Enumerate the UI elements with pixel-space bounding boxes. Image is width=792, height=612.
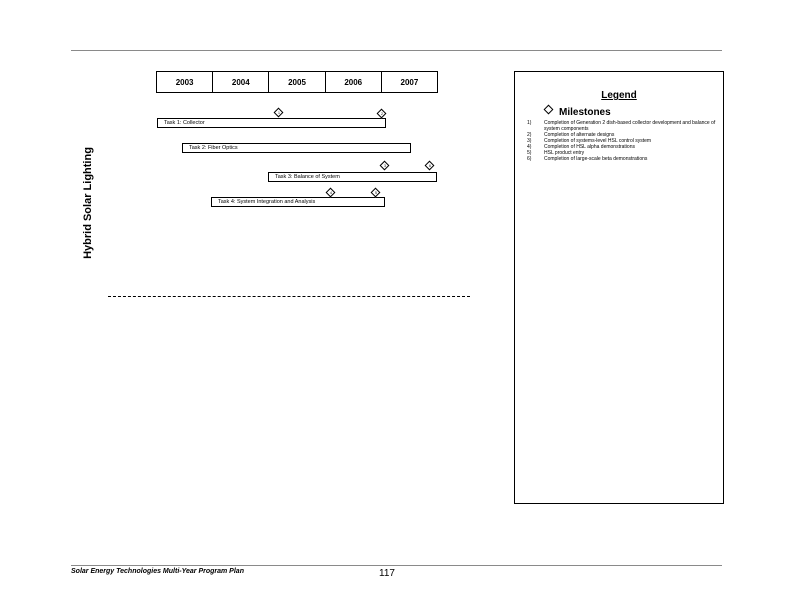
- milestone-diamond-icon: [544, 105, 554, 115]
- milestone-number: 4: [330, 191, 332, 195]
- year-cell: 2007: [400, 77, 419, 87]
- year-cell: 2005: [269, 72, 325, 92]
- side-title: Hybrid Solar Lighting: [82, 147, 94, 259]
- milestone-item-number: 6): [527, 156, 532, 162]
- milestone-item-text: Completion of systems-level HSL control system: [544, 138, 652, 144]
- milestone-number: 6: [429, 164, 431, 168]
- milestone-item-text: HSL product entry: [544, 150, 585, 156]
- legend-box: [514, 71, 724, 504]
- legend-title: Legend: [601, 90, 637, 101]
- top-rule: [71, 50, 722, 51]
- milestone-item-number: 3): [527, 138, 532, 144]
- task-bar-collector: Task 1: Collector: [157, 118, 386, 128]
- milestone-item-text: Completion of HSL alpha demonstrations: [544, 144, 635, 150]
- year-cell: 2006: [326, 72, 382, 92]
- task-bar-balance-of-system: Task 3: Balance of System: [268, 172, 437, 182]
- milestone-number: 5: [375, 191, 377, 195]
- milestone-item-number: 4): [527, 144, 532, 150]
- milestone-item-text: Completion of alternate designs: [544, 132, 615, 138]
- year-cell: 2003: [157, 72, 213, 92]
- year-cell: 2004: [213, 72, 269, 92]
- milestone-item-number: 5): [527, 150, 532, 156]
- milestones-heading: Milestones: [559, 107, 611, 118]
- milestone-number: 1: [278, 111, 280, 115]
- task-bar-system-integration: Task 4: System Integration and Analysis: [211, 197, 385, 207]
- list-item: [527, 120, 721, 132]
- milestone-number: 2: [381, 112, 383, 116]
- milestone-item-number: 2): [527, 132, 532, 138]
- milestone-number: 3: [384, 164, 386, 168]
- task-bar-fiber-optics: Task 2: Fiber Optics: [182, 143, 411, 153]
- milestone-list: [527, 120, 721, 162]
- bottom-rule: [71, 565, 722, 566]
- milestone-item-text: Completion of Generation 2 dish-based collector development and balance of system components: [544, 120, 716, 132]
- page-number: 117: [379, 568, 395, 579]
- dashed-divider: [108, 296, 470, 297]
- milestone-item-number: 1): [527, 120, 532, 126]
- milestone-item-text: Completion of large-scale beta demonstrations: [544, 156, 648, 162]
- list-item: [527, 156, 721, 162]
- year-header: [156, 71, 438, 93]
- footer-title: Solar Energy Technologies Multi-Year Program Plan: [71, 568, 244, 575]
